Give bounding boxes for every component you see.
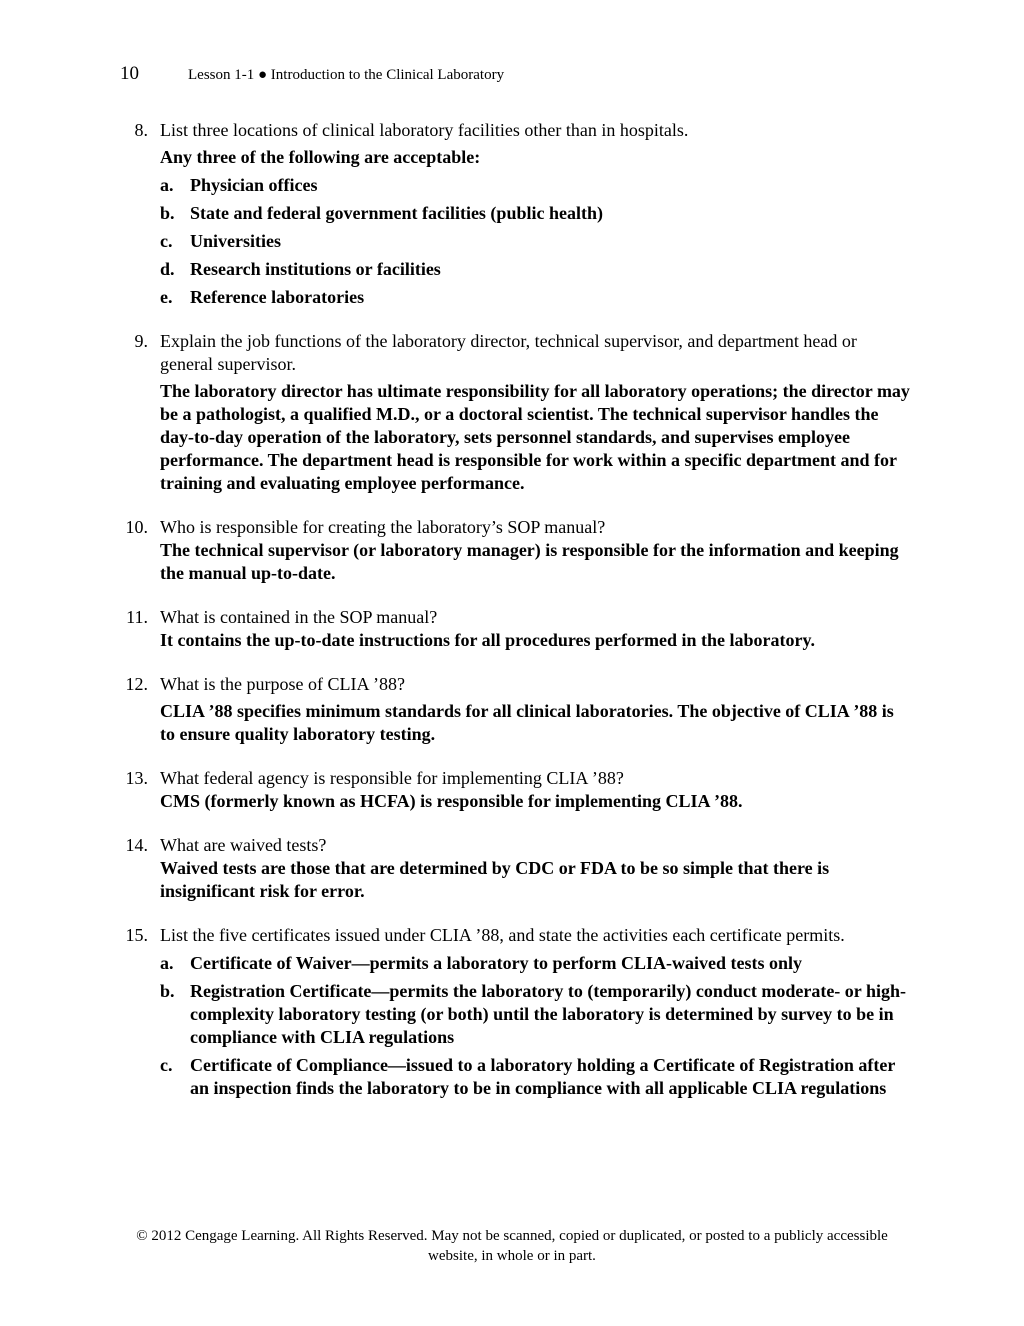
copyright-footer: © 2012 Cengage Learning. All Rights Reserved. May not be scanned, copied or duplicated, or posted to a publicly accessible website, in whole or in part.	[136, 1228, 888, 1264]
question-10	[120, 516, 910, 585]
list-item-text: Physician offices	[190, 175, 318, 195]
question-9	[120, 330, 910, 495]
question-text: Who is responsible for creating the laboratory’s SOP manual?	[160, 517, 606, 537]
answer-text: Waived tests are those that are determined by CDC or FDA to be so simple that there is insignificant risk for error.	[160, 858, 830, 901]
question-text: What is the purpose of CLIA ’88?	[160, 674, 405, 694]
question-text: List three locations of clinical laboratory facilities other than in hospitals.	[160, 120, 689, 140]
answer-text: It contains the up-to-date instructions for all procedures performed in the laboratory.	[160, 630, 815, 650]
answer-text: CLIA ’88 specifies minimum standards for all clinical laboratories. The objective of CLIA ’88 is to ensure quality laboratory testing.	[160, 701, 894, 744]
question-text: What is contained in the SOP manual?	[160, 607, 438, 627]
question-11	[120, 606, 910, 652]
list-item-letter: e.	[160, 287, 173, 307]
list-item	[160, 952, 910, 975]
list-item-letter: a.	[160, 175, 174, 195]
question-list	[120, 119, 910, 1121]
question-15	[120, 924, 910, 1100]
list-item-text: Certificate of Waiver—permits a laboratory to perform CLIA-waived tests only	[190, 953, 803, 973]
list-item-text: Universities	[190, 231, 281, 251]
answer-text: The laboratory director has ultimate responsibility for all laboratory operations; the director may be a pathologist, a qualified M.D., or a doctoral scientist. The technical supervisor handles the day-to-day operation of the laboratory, sets personnel standards, and supervises employee performance. The department head is responsible for work within a specific department and for training and evaluating employee performance.	[160, 381, 910, 493]
list-item-letter: b.	[160, 981, 175, 1001]
list-item-letter: d.	[160, 259, 175, 279]
running-head: Lesson 1-1 ● Introduction to the Clinical Laboratory	[188, 67, 505, 83]
question-number: 15.	[125, 925, 148, 945]
list-item-text: Certificate of Compliance—issued to a laboratory holding a Certificate of Registration after an inspection finds the laboratory to be in compliance with all applicable CLIA regulations	[190, 1055, 896, 1098]
list-item	[160, 230, 910, 253]
page-number: 10	[120, 63, 139, 84]
list-item-text: State and federal government facilities (public health)	[190, 203, 603, 223]
question-text: What federal agency is responsible for implementing CLIA ’88?	[160, 768, 624, 788]
question-8	[120, 119, 910, 309]
list-item	[160, 980, 910, 1049]
question-number: 8.	[134, 120, 148, 140]
question-number: 14.	[125, 835, 148, 855]
question-number: 11.	[126, 607, 148, 627]
list-item-letter: c.	[160, 231, 173, 251]
question-13	[120, 767, 910, 813]
list-item	[160, 1054, 910, 1100]
list-item	[160, 286, 910, 309]
question-number: 12.	[125, 674, 148, 694]
list-item-text: Reference laboratories	[190, 287, 365, 307]
answer-text: Any three of the following are acceptable:	[160, 147, 481, 167]
list-item	[160, 174, 910, 197]
question-text: List the five certificates issued under CLIA ’88, and state the activities each certificate permits.	[160, 925, 845, 945]
question-12	[120, 673, 910, 746]
list-item-text: Research institutions or facilities	[190, 259, 441, 279]
question-number: 10.	[125, 517, 148, 537]
question-number: 13.	[125, 768, 148, 788]
list-item-letter: c.	[160, 1055, 173, 1075]
list-item	[160, 202, 910, 225]
answer-text: CMS (formerly known as HCFA) is responsible for implementing CLIA ’88.	[160, 791, 743, 811]
answer-text: The technical supervisor (or laboratory manager) is responsible for the information and keeping the manual up-to-date.	[160, 540, 899, 583]
list-item-letter: a.	[160, 953, 174, 973]
list-item	[160, 258, 910, 281]
list-item-letter: b.	[160, 203, 175, 223]
answer-list	[160, 174, 910, 309]
question-text: What are waived tests?	[160, 835, 327, 855]
answer-list	[160, 952, 910, 1100]
question-14	[120, 834, 910, 903]
question-text: Explain the job functions of the laboratory director, technical supervisor, and department head or general supervisor.	[160, 331, 857, 374]
list-item-text: Registration Certificate—permits the laboratory to (temporarily) conduct moderate- or high-complexity laboratory testing (or both) until the laboratory is determined by survey to be in compliance with CLIA regulations	[190, 981, 906, 1047]
question-number: 9.	[134, 331, 148, 351]
